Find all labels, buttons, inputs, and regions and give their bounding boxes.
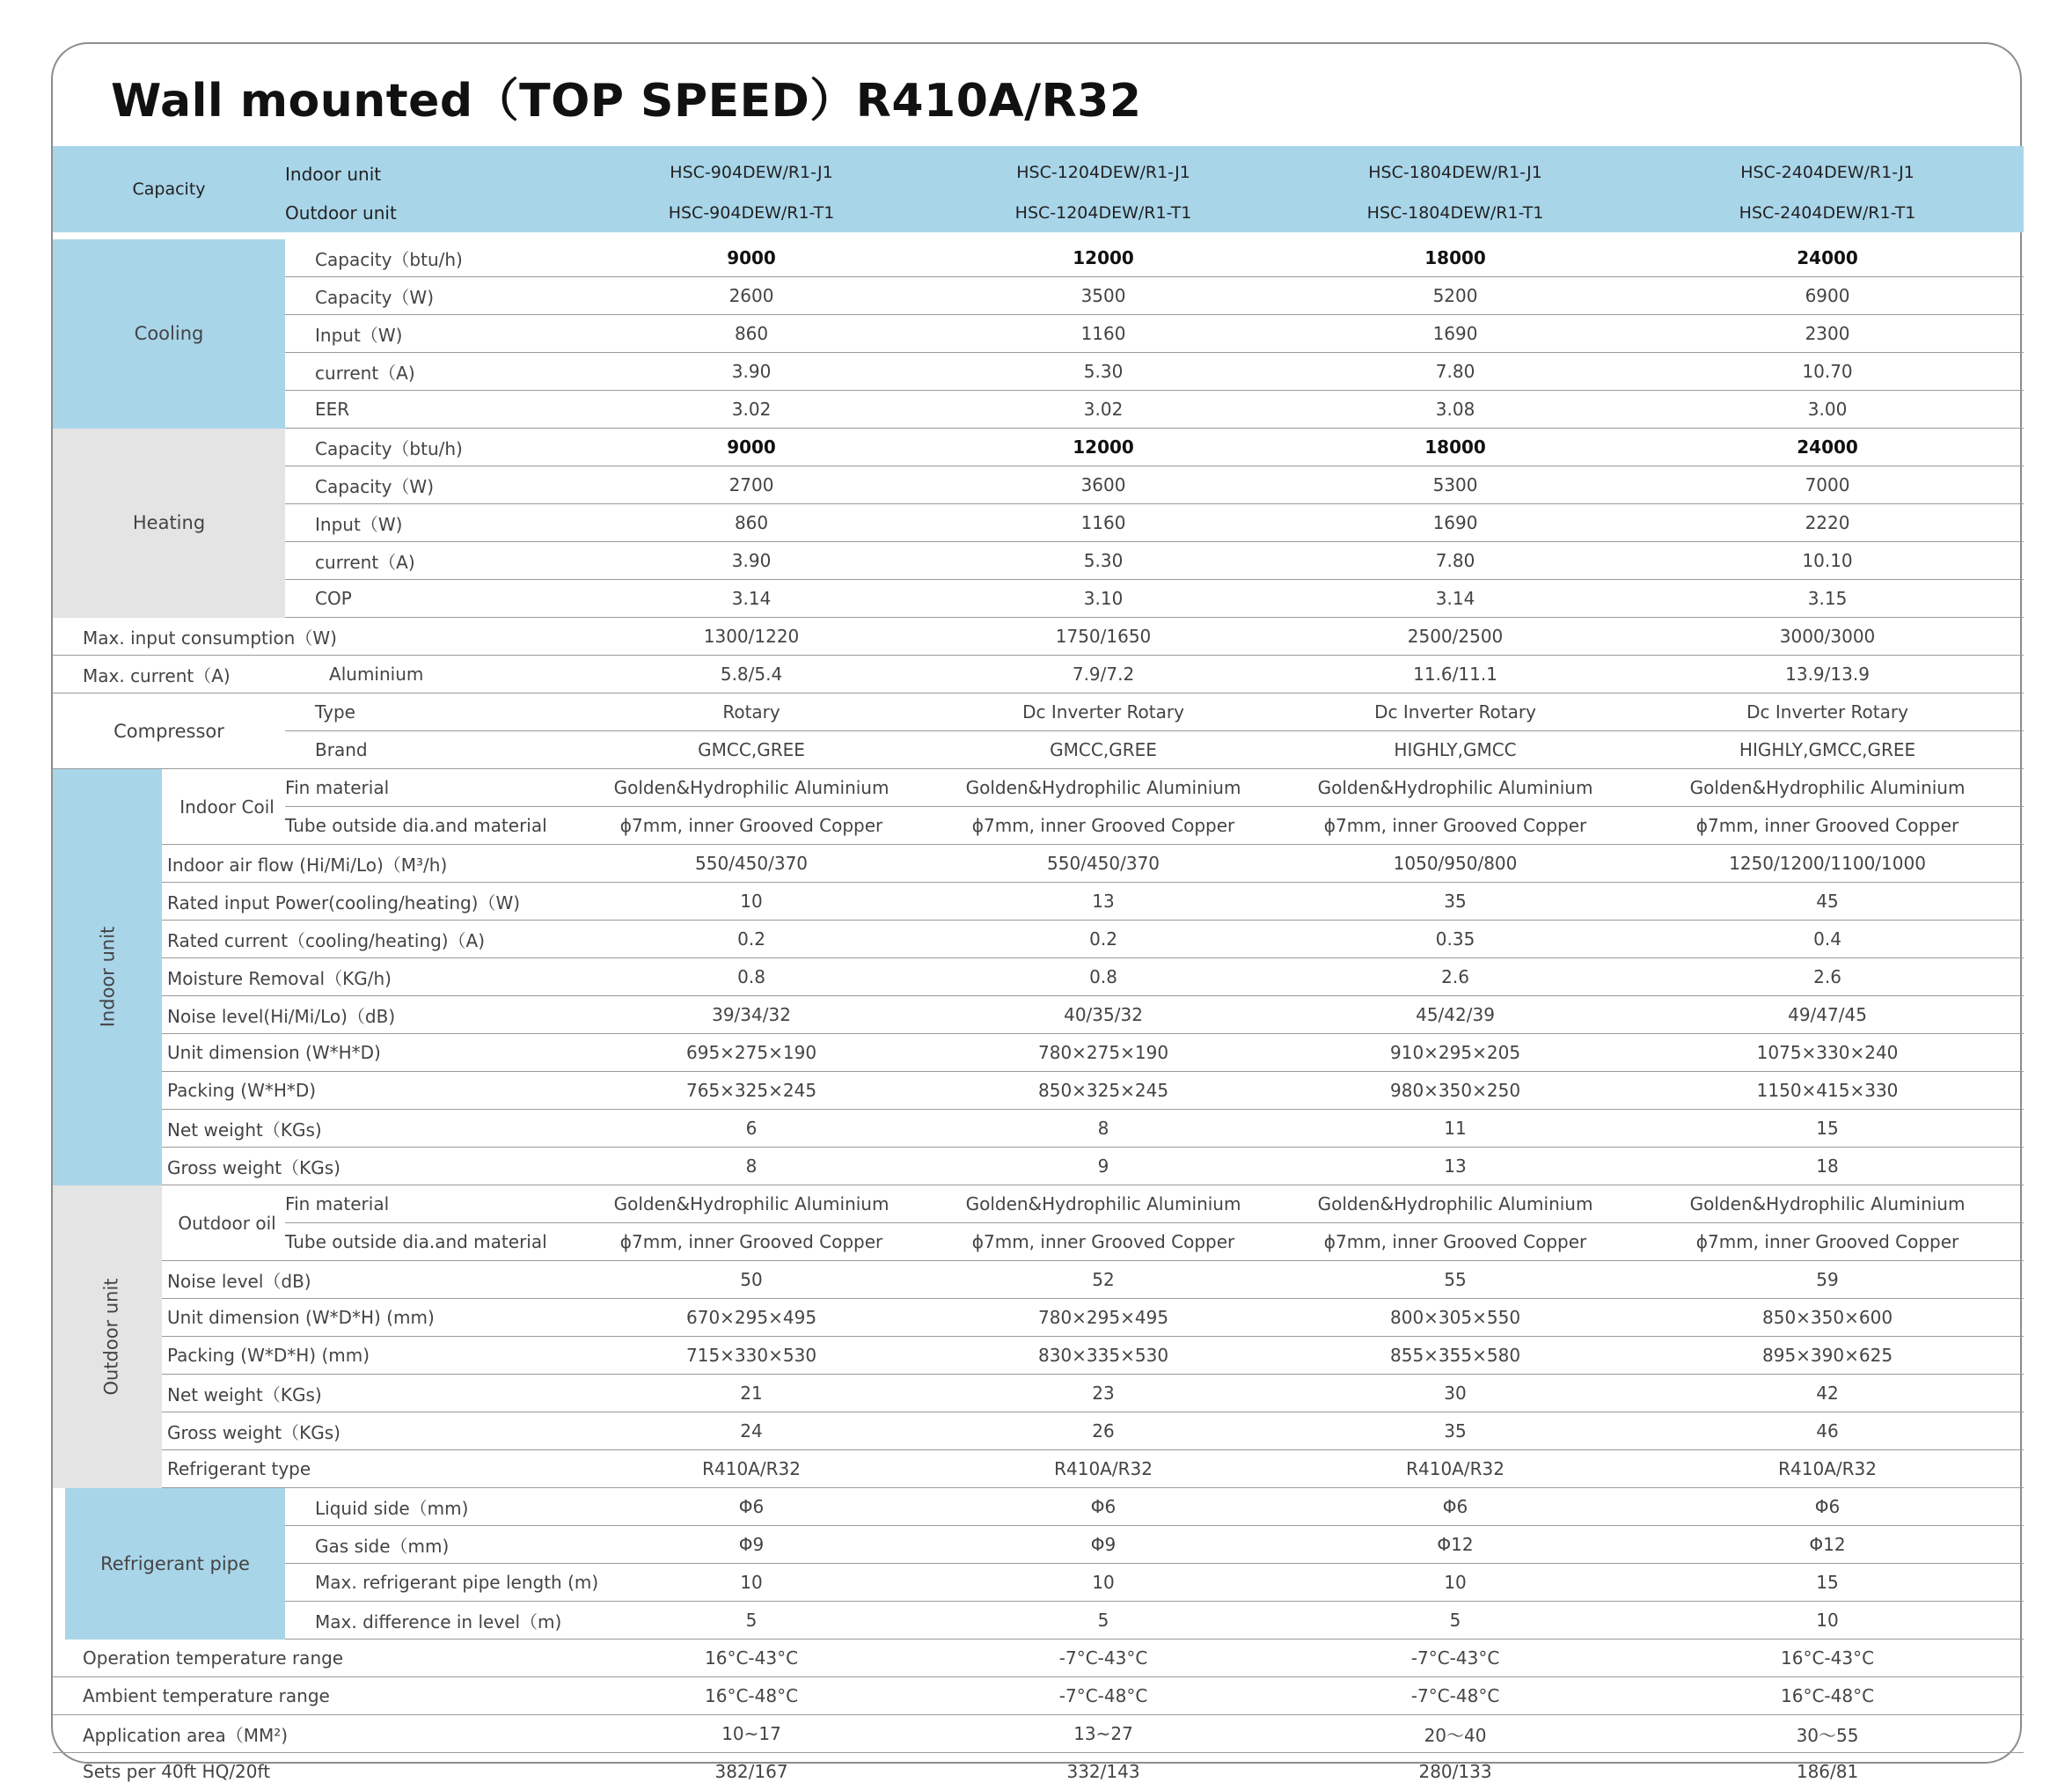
heating-param: COP — [285, 580, 575, 618]
value-cell-4: 3000/3000 — [1631, 618, 2024, 656]
value-cell-2: GMCC,GREE — [927, 731, 1279, 769]
value-cell-4: 10.10 — [1631, 542, 2024, 580]
value-cell-3: 980×350×250 — [1279, 1072, 1631, 1110]
value-cell-4: Dc Inverter Rotary — [1631, 693, 2024, 731]
value-cell-4: 59 — [1631, 1261, 2024, 1299]
value-cell-2: 13~27 — [927, 1715, 1279, 1753]
heating-group: Heating — [53, 429, 285, 618]
value-cell-4: 30～55 — [1631, 1715, 2024, 1753]
value-cell-2: 1750/1650 — [927, 618, 1279, 656]
value-cell-4: 24000 — [1631, 239, 2024, 277]
outdoor-model-1: HSC-904DEW/R1-T1 — [575, 194, 927, 232]
value-cell-3: R410A/R32 — [1279, 1450, 1631, 1488]
outdoor-row — [53, 1412, 2024, 1450]
max-input-label: Max. input consumption（W) — [53, 618, 575, 656]
outdoor-group-label: Outdoor unit — [101, 1278, 122, 1395]
header-gap-cell — [53, 232, 2024, 239]
value-cell-4: 46 — [1631, 1412, 2024, 1450]
value-cell-3: 45/42/39 — [1279, 996, 1631, 1034]
pipe-param: Max. difference in level（m) — [285, 1602, 575, 1640]
value-cell-1: R410A/R32 — [575, 1450, 927, 1488]
heating-param: Capacity（W) — [285, 466, 575, 504]
value-cell-1: 9000 — [575, 239, 927, 277]
max-current-row — [53, 656, 2024, 693]
value-cell-1: 10 — [575, 883, 927, 921]
value-cell-2: 10 — [927, 1564, 1279, 1602]
value-cell-2: 5.30 — [927, 353, 1279, 391]
value-cell-1: 24 — [575, 1412, 927, 1450]
capacity-header: Capacity — [53, 146, 285, 232]
spec-sheet — [51, 42, 2022, 1764]
value-cell-2: 7.9/7.2 — [927, 656, 1279, 693]
heating-param: Input（W) — [285, 504, 575, 542]
value-cell-4: 15 — [1631, 1110, 2024, 1148]
value-cell-3: HIGHLY,GMCC — [1279, 731, 1631, 769]
heating-row — [53, 542, 2024, 580]
outdoor-param: Gross weight（KGs) — [162, 1412, 575, 1450]
value-cell-2: Dc Inverter Rotary — [927, 693, 1279, 731]
outdoor-row — [53, 1375, 2024, 1412]
outdoor-param: Noise level（dB) — [162, 1261, 575, 1299]
value-cell-1: 695×275×190 — [575, 1034, 927, 1072]
value-cell-4: 42 — [1631, 1375, 2024, 1412]
value-cell-4: HIGHLY,GMCC,GREE — [1631, 731, 2024, 769]
value-cell-2: Φ6 — [927, 1488, 1279, 1526]
cooling-row — [53, 353, 2024, 391]
heating-row — [53, 466, 2024, 504]
value-cell-2: 332/143 — [927, 1753, 1279, 1790]
value-cell-4: 2.6 — [1631, 958, 2024, 996]
value-cell-3: 5 — [1279, 1602, 1631, 1640]
value-cell-2: 3.02 — [927, 391, 1279, 429]
value-cell-1: 5.8/5.4 — [575, 656, 927, 693]
indoor-model-2: HSC-1204DEW/R1-J1 — [927, 146, 1279, 194]
cooling-row — [53, 277, 2024, 315]
cooling-param: Input（W) — [285, 315, 575, 353]
value-cell-4: 16°C-48°C — [1631, 1677, 2024, 1715]
value-cell-1: 16°C-48°C — [575, 1677, 927, 1715]
value-cell-2: Golden&Hydrophilic Aluminium — [927, 769, 1279, 807]
indoor-param: Unit dimension (W*H*D) — [162, 1034, 575, 1072]
value-cell-3: Dc Inverter Rotary — [1279, 693, 1631, 731]
value-cell-1: 16°C-43°C — [575, 1640, 927, 1677]
cooling-row — [53, 239, 2024, 277]
value-cell-1: 0.8 — [575, 958, 927, 996]
indoor-row — [53, 1110, 2024, 1148]
value-cell-2: ϕ7mm, inner Grooved Copper — [927, 807, 1279, 845]
value-cell-2: 26 — [927, 1412, 1279, 1450]
value-cell-1: 715×330×530 — [575, 1337, 927, 1375]
indoor-param: Noise level(Hi/Mi/Lo)（dB) — [162, 996, 575, 1034]
outdoor-param: Refrigerant type — [162, 1450, 575, 1488]
value-cell-2: 780×275×190 — [927, 1034, 1279, 1072]
value-cell-4: 13.9/13.9 — [1631, 656, 2024, 693]
value-cell-3: Golden&Hydrophilic Aluminium — [1279, 769, 1631, 807]
indoor-model-1: HSC-904DEW/R1-J1 — [575, 146, 927, 194]
spec-table-body — [53, 146, 2024, 1790]
value-cell-3: 18000 — [1279, 429, 1631, 466]
indoor-row — [53, 845, 2024, 883]
compressor-param: Brand — [285, 731, 575, 769]
heating-row — [53, 429, 2024, 466]
pipe-row — [53, 1564, 2024, 1602]
value-cell-2: 9 — [927, 1148, 1279, 1185]
value-cell-4: 16°C-43°C — [1631, 1640, 2024, 1677]
value-cell-2: 12000 — [927, 239, 1279, 277]
value-cell-1: 10 — [575, 1564, 927, 1602]
value-cell-1: ϕ7mm, inner Grooved Copper — [575, 1223, 927, 1261]
value-cell-3: 55 — [1279, 1261, 1631, 1299]
value-cell-2: 5 — [927, 1602, 1279, 1640]
value-cell-4: 10.70 — [1631, 353, 2024, 391]
value-cell-4: Golden&Hydrophilic Aluminium — [1631, 769, 2024, 807]
indoor-row — [53, 958, 2024, 996]
value-cell-3: -7°C-43°C — [1279, 1640, 1631, 1677]
value-cell-2: 1160 — [927, 504, 1279, 542]
value-cell-1: 8 — [575, 1148, 927, 1185]
value-cell-1: Rotary — [575, 693, 927, 731]
outdoor-row — [53, 1450, 2024, 1488]
value-cell-3: Φ6 — [1279, 1488, 1631, 1526]
value-cell-2: 0.2 — [927, 921, 1279, 958]
value-cell-3: 2500/2500 — [1279, 618, 1631, 656]
compressor-row — [53, 693, 2024, 731]
value-cell-3: 10 — [1279, 1564, 1631, 1602]
header-gap — [53, 232, 2024, 239]
value-cell-4: 1250/1200/1100/1000 — [1631, 845, 2024, 883]
value-cell-3: 5200 — [1279, 277, 1631, 315]
value-cell-4: 6900 — [1631, 277, 2024, 315]
refrigerant-pipe-group — [53, 1488, 285, 1640]
value-cell-3: ϕ7mm, inner Grooved Copper — [1279, 807, 1631, 845]
value-cell-4: 3.15 — [1631, 580, 2024, 618]
value-cell-4: 2300 — [1631, 315, 2024, 353]
value-cell-4: 3.00 — [1631, 391, 2024, 429]
value-cell-1: 860 — [575, 315, 927, 353]
outdoor-coil-param: Fin material — [285, 1185, 575, 1223]
value-cell-2: 12000 — [927, 429, 1279, 466]
outdoor-group — [53, 1185, 162, 1488]
outdoor-model-2: HSC-1204DEW/R1-T1 — [927, 194, 1279, 232]
value-cell-2: R410A/R32 — [927, 1450, 1279, 1488]
value-cell-2: 550/450/370 — [927, 845, 1279, 883]
value-cell-3: 35 — [1279, 883, 1631, 921]
value-cell-1: 3.02 — [575, 391, 927, 429]
outdoor-coil-label: Outdoor oil — [162, 1185, 285, 1261]
pipe-param: Liquid side（mm) — [285, 1488, 575, 1526]
heating-param: current（A) — [285, 542, 575, 580]
value-cell-3: ϕ7mm, inner Grooved Copper — [1279, 1223, 1631, 1261]
value-cell-3: 7.80 — [1279, 353, 1631, 391]
value-cell-1: 3.14 — [575, 580, 927, 618]
value-cell-1: 3.90 — [575, 353, 927, 391]
indoor-row — [53, 883, 2024, 921]
outdoor-param: Unit dimension (W*D*H) (mm) — [162, 1299, 575, 1337]
cooling-row — [53, 315, 2024, 353]
value-cell-3: 20～40 — [1279, 1715, 1631, 1753]
value-cell-4: 0.4 — [1631, 921, 2024, 958]
value-cell-2: 850×325×245 — [927, 1072, 1279, 1110]
indoor-param: Moisture Removal（KG/h) — [162, 958, 575, 996]
footer-row — [53, 1753, 2024, 1790]
pipe-param: Gas side（mm) — [285, 1526, 575, 1564]
max-current-sublabel: Aluminium — [285, 656, 575, 693]
value-cell-2: 40/35/32 — [927, 996, 1279, 1034]
max-current-label: Max. current（A) — [53, 656, 285, 693]
value-cell-4: Φ6 — [1631, 1488, 2024, 1526]
value-cell-4: 45 — [1631, 883, 2024, 921]
indoor-coil-row — [53, 807, 2024, 845]
heating-row — [53, 504, 2024, 542]
value-cell-4: ϕ7mm, inner Grooved Copper — [1631, 1223, 2024, 1261]
footer-param: Sets per 40ft HQ/20ft — [53, 1753, 575, 1790]
value-cell-1: 382/167 — [575, 1753, 927, 1790]
outdoor-row — [53, 1337, 2024, 1375]
page-title: Wall mounted（TOP SPEED）R410A/R32 — [111, 63, 1142, 129]
value-cell-3: 855×355×580 — [1279, 1337, 1631, 1375]
value-cell-2: ϕ7mm, inner Grooved Copper — [927, 1223, 1279, 1261]
value-cell-2: 13 — [927, 883, 1279, 921]
value-cell-2: 1160 — [927, 315, 1279, 353]
value-cell-2: 23 — [927, 1375, 1279, 1412]
outdoor-model-4: HSC-2404DEW/R1-T1 — [1631, 194, 2024, 232]
outdoor-row — [53, 1299, 2024, 1337]
value-cell-1: GMCC,GREE — [575, 731, 927, 769]
value-cell-3: 0.35 — [1279, 921, 1631, 958]
value-cell-1: 50 — [575, 1261, 927, 1299]
value-cell-4: 1150×415×330 — [1631, 1072, 2024, 1110]
outdoor-model-3: HSC-1804DEW/R1-T1 — [1279, 194, 1631, 232]
value-cell-1: 6 — [575, 1110, 927, 1148]
refrigerant-pipe-label: Refrigerant pipe — [65, 1488, 285, 1640]
max-input-row — [53, 618, 2024, 656]
indoor-param: Packing (W*H*D) — [162, 1072, 575, 1110]
value-cell-4: 49/47/45 — [1631, 996, 2024, 1034]
outdoor-coil-param: Tube outside dia.and material — [285, 1223, 575, 1261]
value-cell-4: 1075×330×240 — [1631, 1034, 2024, 1072]
spec-table — [53, 146, 2024, 1790]
value-cell-1: Φ9 — [575, 1526, 927, 1564]
value-cell-1: 39/34/32 — [575, 996, 927, 1034]
indoor-row — [53, 1034, 2024, 1072]
value-cell-3: 2.6 — [1279, 958, 1631, 996]
value-cell-3: Golden&Hydrophilic Aluminium — [1279, 1185, 1631, 1223]
footer-row — [53, 1715, 2024, 1753]
value-cell-3: 1690 — [1279, 315, 1631, 353]
value-cell-2: -7°C-43°C — [927, 1640, 1279, 1677]
value-cell-3: 30 — [1279, 1375, 1631, 1412]
footer-param: Ambient temperature range — [53, 1677, 575, 1715]
indoor-group — [53, 769, 162, 1185]
value-cell-2: 0.8 — [927, 958, 1279, 996]
value-cell-1: Φ6 — [575, 1488, 927, 1526]
value-cell-2: -7°C-48°C — [927, 1677, 1279, 1715]
indoor-group-label: Indoor unit — [97, 927, 118, 1028]
value-cell-4: 7000 — [1631, 466, 2024, 504]
value-cell-4: Golden&Hydrophilic Aluminium — [1631, 1185, 2024, 1223]
value-cell-3: 1690 — [1279, 504, 1631, 542]
indoor-coil-label: Indoor Coil — [162, 769, 285, 845]
value-cell-1: 3.90 — [575, 542, 927, 580]
value-cell-4: 10 — [1631, 1602, 2024, 1640]
indoor-param: Gross weight（KGs) — [162, 1148, 575, 1185]
value-cell-4: 895×390×625 — [1631, 1337, 2024, 1375]
value-cell-3: 1050/950/800 — [1279, 845, 1631, 883]
value-cell-4: 15 — [1631, 1564, 2024, 1602]
pipe-row — [53, 1526, 2024, 1564]
value-cell-2: 3500 — [927, 277, 1279, 315]
value-cell-3: 11.6/11.1 — [1279, 656, 1631, 693]
indoor-row — [53, 921, 2024, 958]
heating-row — [53, 580, 2024, 618]
indoor-param: Rated current（cooling/heating)（A) — [162, 921, 575, 958]
value-cell-4: Φ12 — [1631, 1526, 2024, 1564]
indoor-row — [53, 1148, 2024, 1185]
value-cell-3: 3.14 — [1279, 580, 1631, 618]
value-cell-3: 280/133 — [1279, 1753, 1631, 1790]
value-cell-1: ϕ7mm, inner Grooved Copper — [575, 807, 927, 845]
value-cell-3: 800×305×550 — [1279, 1299, 1631, 1337]
outdoor-coil-row — [53, 1185, 2024, 1223]
compressor-group: Compressor — [53, 693, 285, 769]
value-cell-2: 5.30 — [927, 542, 1279, 580]
value-cell-1: 860 — [575, 504, 927, 542]
value-cell-3: 11 — [1279, 1110, 1631, 1148]
value-cell-1: 550/450/370 — [575, 845, 927, 883]
value-cell-3: -7°C-48°C — [1279, 1677, 1631, 1715]
header-row-indoor — [53, 146, 2024, 194]
outdoor-param: Packing (W*D*H) (mm) — [162, 1337, 575, 1375]
value-cell-3: 5300 — [1279, 466, 1631, 504]
value-cell-4: R410A/R32 — [1631, 1450, 2024, 1488]
pipe-param: Max. refrigerant pipe length (m) — [285, 1564, 575, 1602]
cooling-row — [53, 391, 2024, 429]
cooling-param: current（A) — [285, 353, 575, 391]
cooling-group: Cooling — [53, 239, 285, 429]
value-cell-1: 2700 — [575, 466, 927, 504]
value-cell-1: 0.2 — [575, 921, 927, 958]
heating-param: Capacity（btu/h) — [285, 429, 575, 466]
footer-row — [53, 1677, 2024, 1715]
outdoor-unit-header: Outdoor unit — [285, 194, 575, 232]
value-cell-4: ϕ7mm, inner Grooved Copper — [1631, 807, 2024, 845]
indoor-row — [53, 1072, 2024, 1110]
value-cell-1: 9000 — [575, 429, 927, 466]
value-cell-2: 830×335×530 — [927, 1337, 1279, 1375]
value-cell-1: 5 — [575, 1602, 927, 1640]
value-cell-1: 670×295×495 — [575, 1299, 927, 1337]
value-cell-1: 765×325×245 — [575, 1072, 927, 1110]
value-cell-2: 780×295×495 — [927, 1299, 1279, 1337]
value-cell-3: 13 — [1279, 1148, 1631, 1185]
indoor-param: Indoor air flow (Hi/Mi/Lo)（M³/h) — [162, 845, 575, 883]
value-cell-2: 52 — [927, 1261, 1279, 1299]
compressor-row — [53, 731, 2024, 769]
value-cell-1: Golden&Hydrophilic Aluminium — [575, 1185, 927, 1223]
value-cell-3: 7.80 — [1279, 542, 1631, 580]
indoor-coil-param: Fin material — [285, 769, 575, 807]
indoor-unit-header: Indoor unit — [285, 146, 575, 194]
value-cell-3: 910×295×205 — [1279, 1034, 1631, 1072]
value-cell-1: 2600 — [575, 277, 927, 315]
value-cell-3: 3.08 — [1279, 391, 1631, 429]
value-cell-4: 2220 — [1631, 504, 2024, 542]
value-cell-2: 8 — [927, 1110, 1279, 1148]
indoor-param: Net weight（KGs) — [162, 1110, 575, 1148]
footer-param: Operation temperature range — [53, 1640, 575, 1677]
outdoor-row — [53, 1261, 2024, 1299]
outdoor-param: Net weight（KGs) — [162, 1375, 575, 1412]
value-cell-1: 10~17 — [575, 1715, 927, 1753]
value-cell-2: 3600 — [927, 466, 1279, 504]
value-cell-1: 21 — [575, 1375, 927, 1412]
compressor-param: Type — [285, 693, 575, 731]
footer-param: Application area（MM²) — [53, 1715, 575, 1753]
value-cell-2: Golden&Hydrophilic Aluminium — [927, 1185, 1279, 1223]
value-cell-4: 186/81 — [1631, 1753, 2024, 1790]
pipe-row — [53, 1488, 2024, 1526]
indoor-model-3: HSC-1804DEW/R1-J1 — [1279, 146, 1631, 194]
value-cell-2: Φ9 — [927, 1526, 1279, 1564]
pipe-row — [53, 1602, 2024, 1640]
value-cell-4: 18 — [1631, 1148, 2024, 1185]
header-row-outdoor — [53, 194, 2024, 232]
value-cell-1: Golden&Hydrophilic Aluminium — [575, 769, 927, 807]
value-cell-4: 24000 — [1631, 429, 2024, 466]
outdoor-coil-row — [53, 1223, 2024, 1261]
value-cell-3: 18000 — [1279, 239, 1631, 277]
cooling-param: Capacity（W) — [285, 277, 575, 315]
indoor-coil-row — [53, 769, 2024, 807]
value-cell-4: 850×350×600 — [1631, 1299, 2024, 1337]
cooling-param: EER — [285, 391, 575, 429]
value-cell-3: Φ12 — [1279, 1526, 1631, 1564]
value-cell-3: 35 — [1279, 1412, 1631, 1450]
indoor-model-4: HSC-2404DEW/R1-J1 — [1631, 146, 2024, 194]
value-cell-1: 1300/1220 — [575, 618, 927, 656]
value-cell-2: 3.10 — [927, 580, 1279, 618]
indoor-coil-param: Tube outside dia.and material — [285, 807, 575, 845]
cooling-param: Capacity（btu/h) — [285, 239, 575, 277]
footer-row — [53, 1640, 2024, 1677]
indoor-param: Rated input Power(cooling/heating)（W) — [162, 883, 575, 921]
indoor-row — [53, 996, 2024, 1034]
